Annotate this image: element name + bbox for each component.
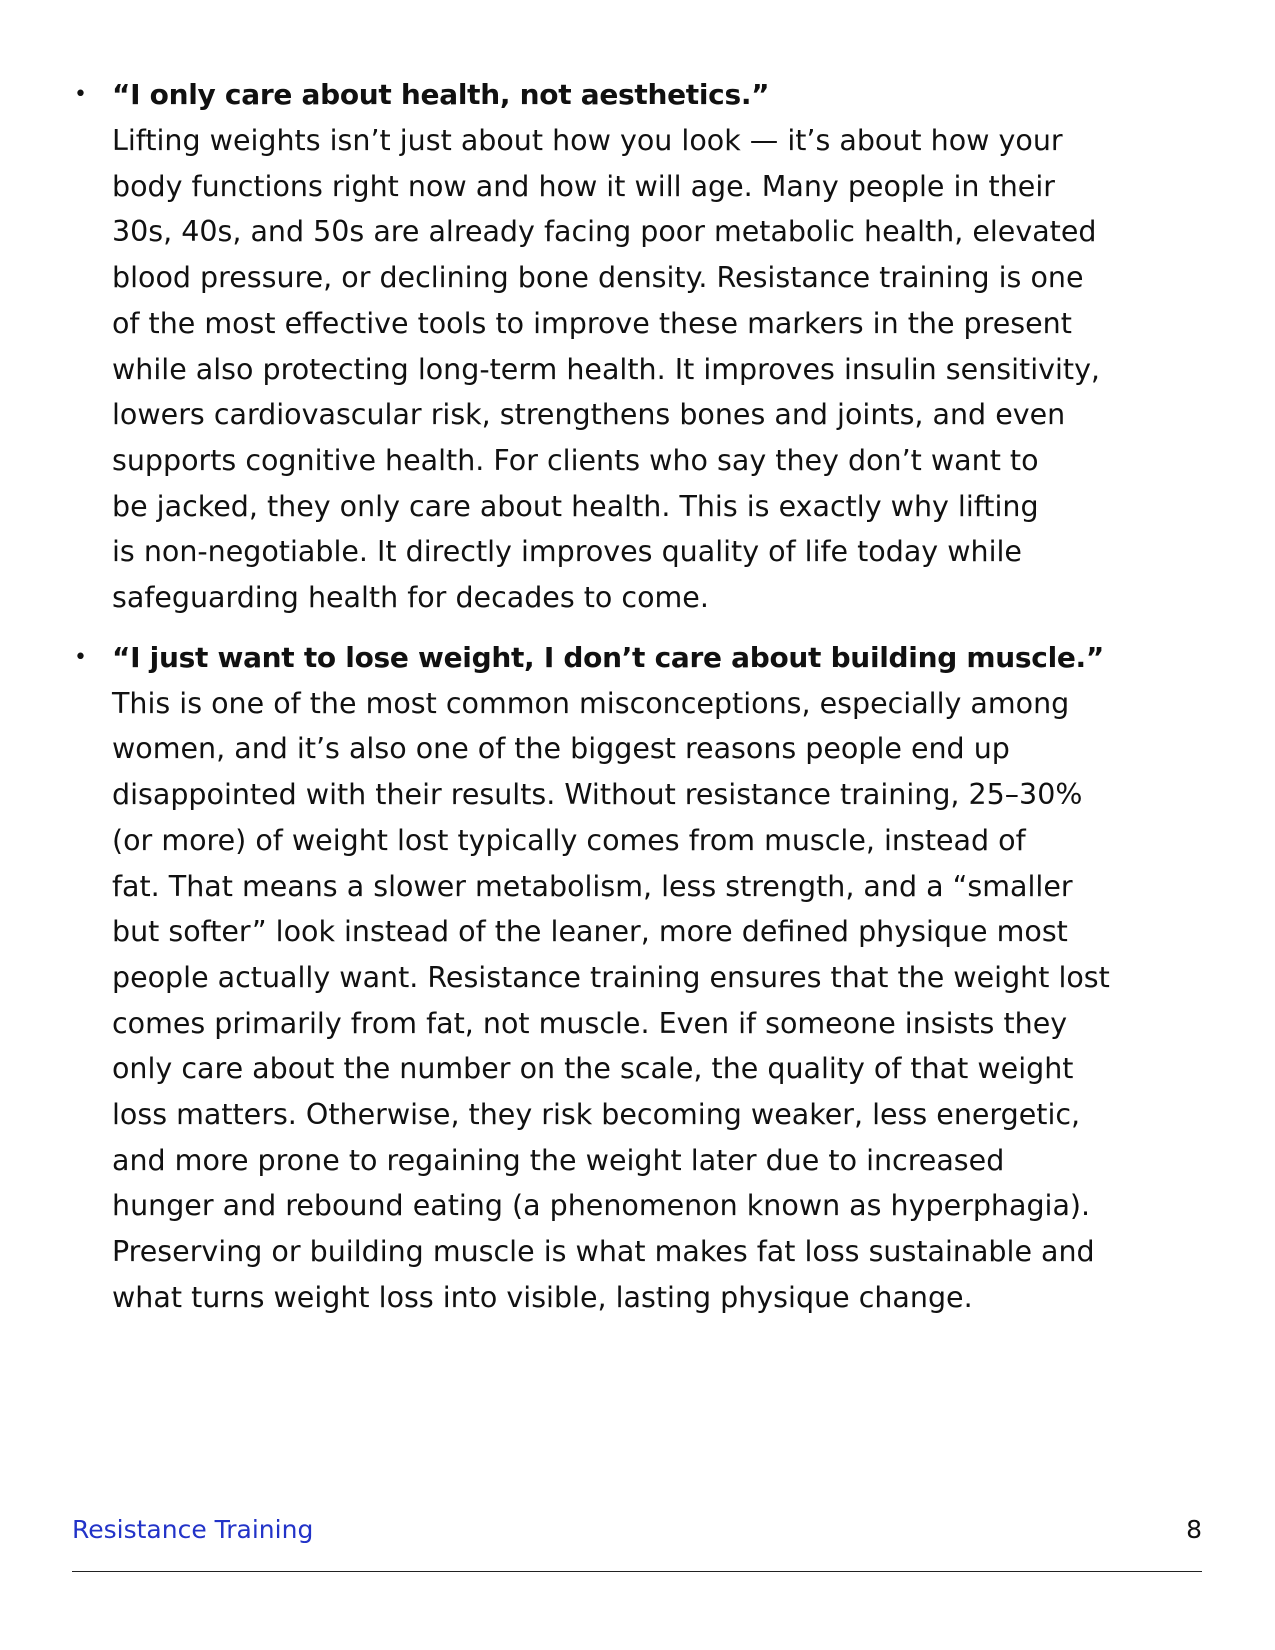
bullet-heading: “I only care about health, not aesthetics.” xyxy=(112,78,770,111)
misconceptions-list xyxy=(72,72,1202,1321)
bullet-heading: “I just want to lose weight, I don’t care about building muscle.” xyxy=(112,640,1105,674)
bullet-icon: • xyxy=(74,82,87,107)
bullet-body: This is one of the most common misconceptions, especially among women, and it’s also one of the biggest reasons people end up disappointed with their results. Without resistance training, 25–30% (or more) of weight lost typically comes from muscle, instead of fat. That means a slower metabolism, less strength, and a “smaller but softer” look instead of the leaner, more defined physique most people actually want. Resistance training ensures that the weight lost comes primarily from fat, not muscle. Even if someone insists they only care about the number on the scale, the quality of that weight loss matters. Otherwise, they risk becoming weaker, less energetic, and more prone to regaining the weight later due to increased hunger and rebound eating (a phenomenon known as hyperphagia). Preserving or building muscle is what makes fat loss sustainable and what turns weight loss into visible, lasting physique change. xyxy=(112,686,1110,1314)
list-item xyxy=(72,72,1202,621)
list-item xyxy=(72,635,1202,1321)
page-content xyxy=(72,72,1202,1335)
bullet-body: Lifting weights isn’t just about how you look — it’s about how your body functions right now and how it will age. Many people in their 30s, 40s, and 50s are already facing poor metabolic health, elevated blood pressure, or declining bone density. Resistance training is one of the most effective tools to improve these markers in the present while also protecting long-term health. It improves insulin sensitivity, lowers cardiovascular risk, strengthens bones and joints, and even supports cognitive health. For clients who say they don’t want to be jacked, they only care about health. This is exactly why lifting is non-negotiable. It directly improves quality of life today while safeguarding health for decades to come. xyxy=(112,124,1100,615)
page-number: 8 xyxy=(1186,1515,1202,1544)
footer-divider xyxy=(72,1571,1202,1572)
bullet-icon: • xyxy=(74,644,87,670)
page-footer xyxy=(72,1512,1202,1548)
footer-title: Resistance Training xyxy=(72,1515,314,1544)
